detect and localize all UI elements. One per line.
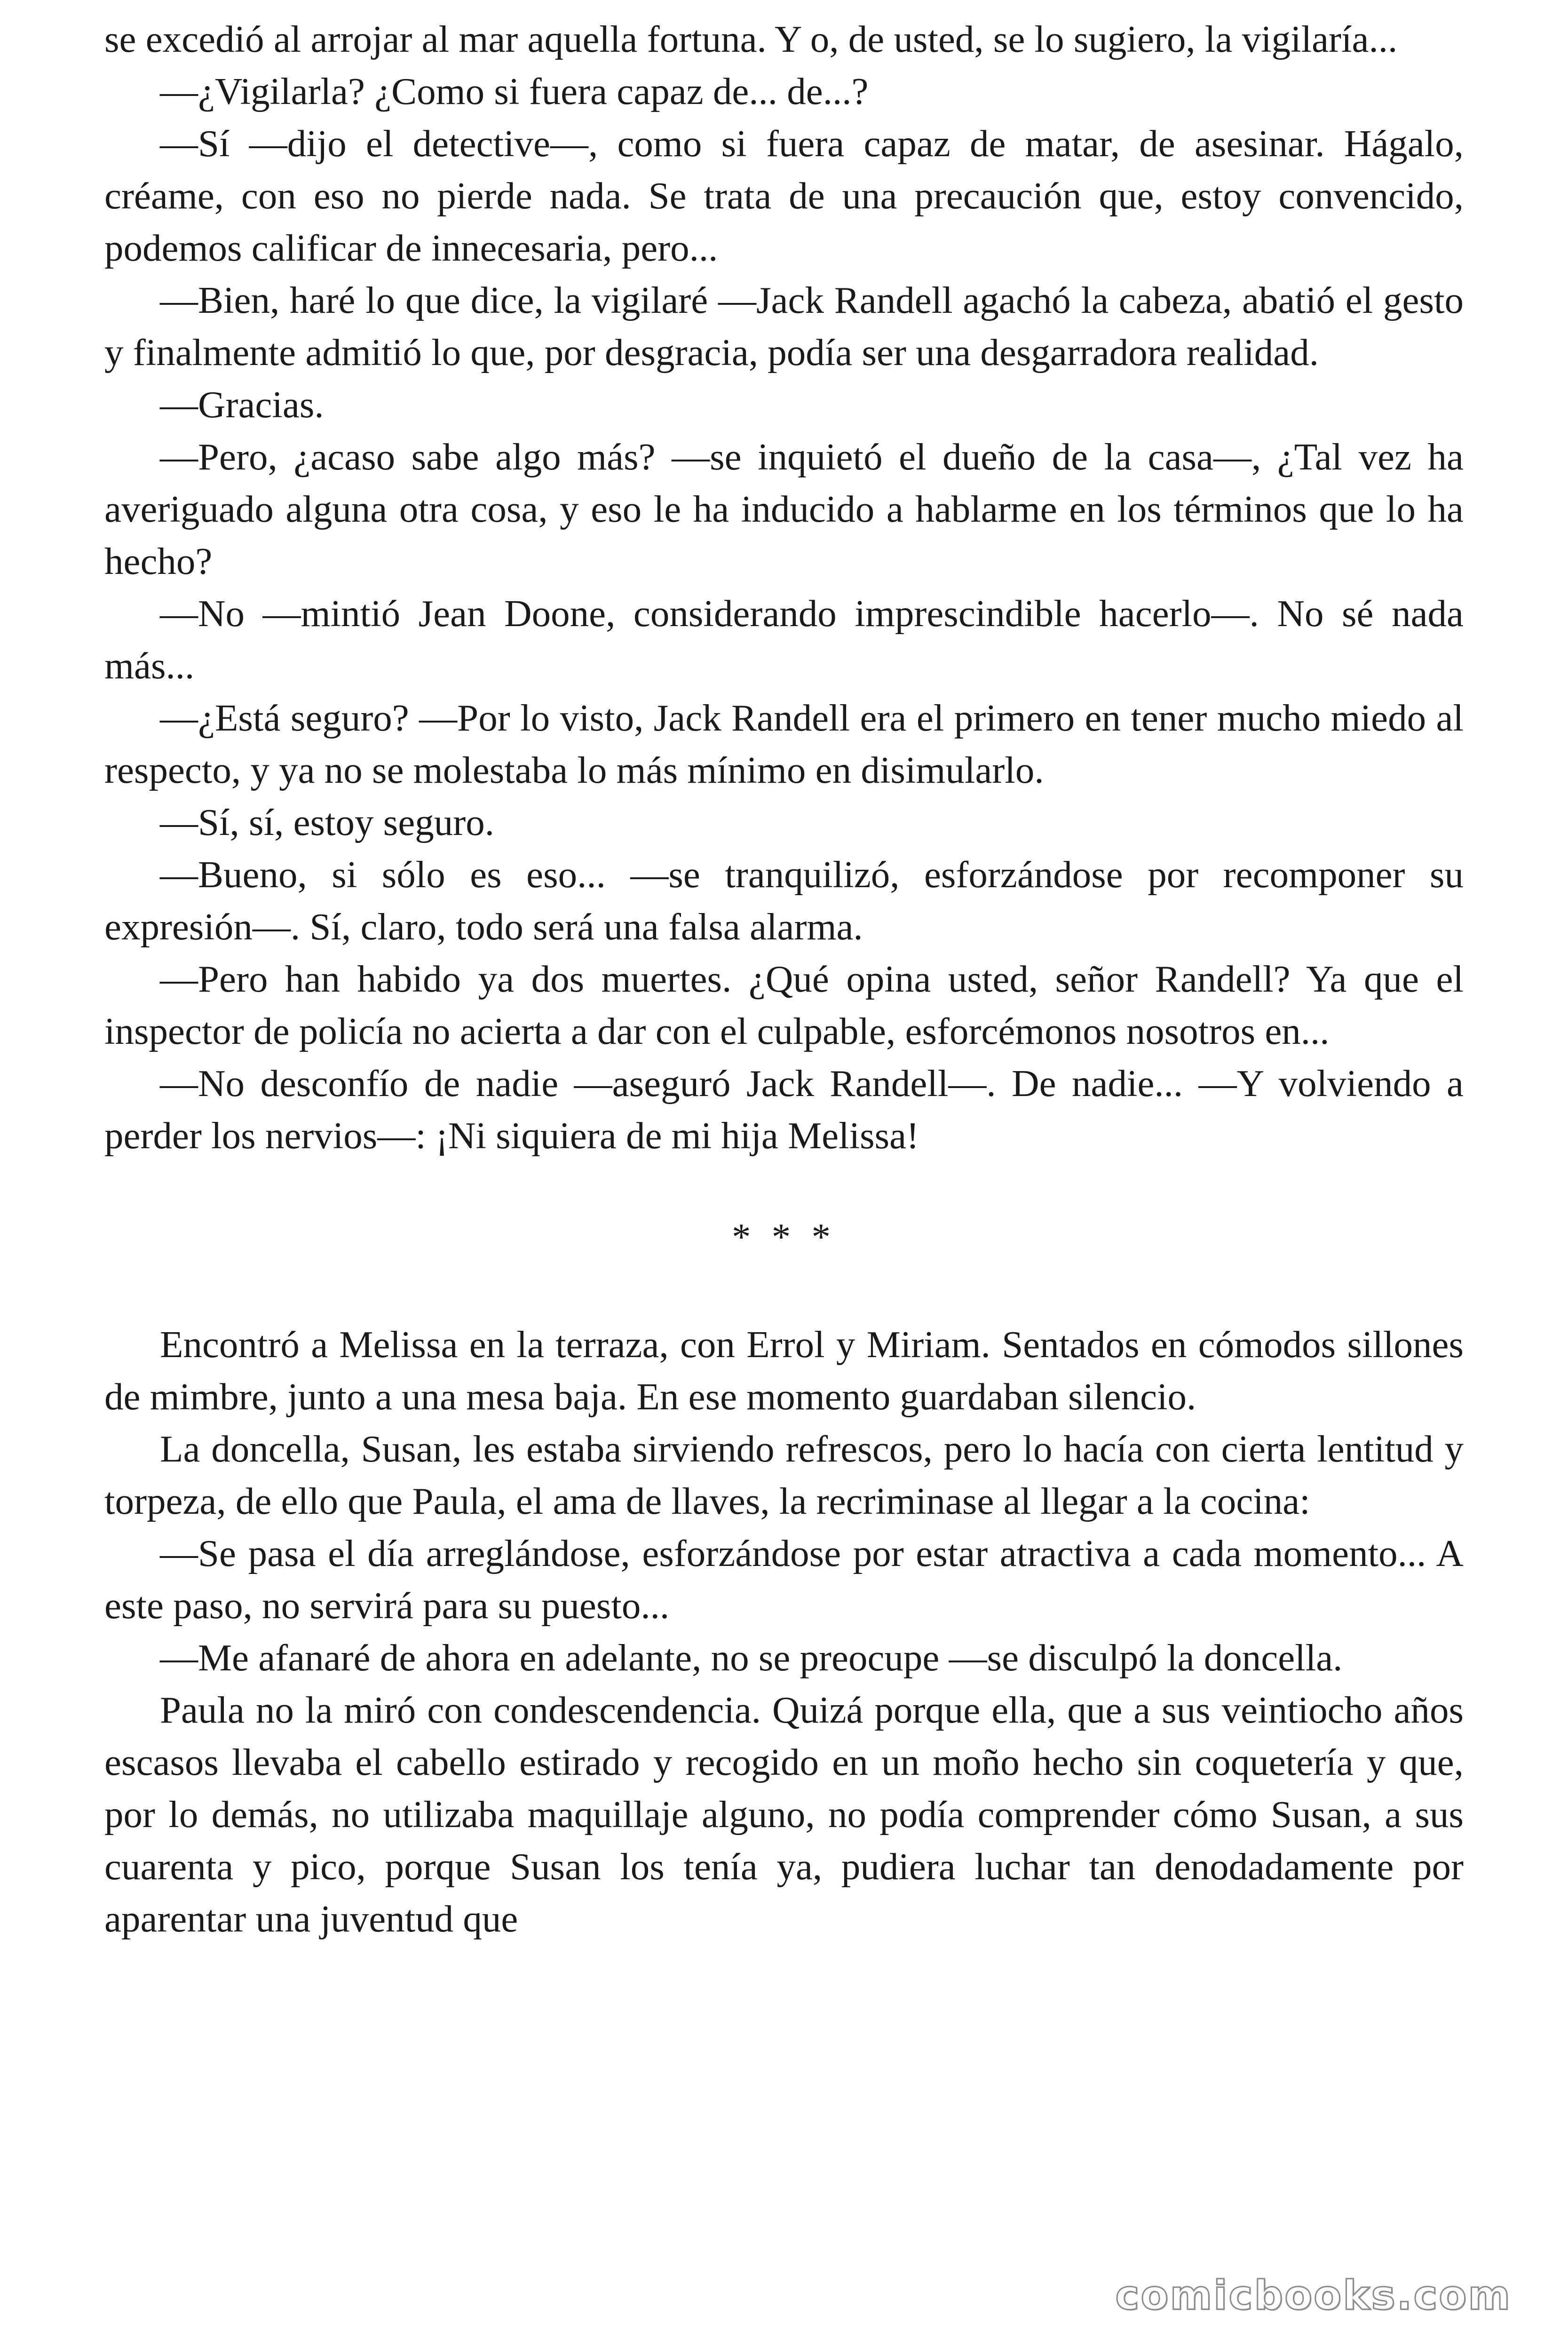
paragraph: —¿Vigilarla? ¿Como si fuera capaz de... de...? xyxy=(160,70,869,112)
watermark-text: comicbooks.com xyxy=(1115,2272,1512,2319)
paragraph: —No desconfío de nadie —aseguró Jack Randell—. De nadie... —Y volviendo a perder los nervios—: ¡Ni siquiera de mi hija Melissa! xyxy=(104,1062,1464,1157)
paragraph: La doncella, Susan, les estaba sirviendo refrescos, pero lo hacía con cierta lentitud y torpeza, de ello que Paula, el ama de llaves, la recriminase al llegar a la cocina: xyxy=(104,1428,1464,1522)
paragraph: —¿Está seguro? —Por lo visto, Jack Randell era el primero en tener mucho miedo al respecto, y ya no se molestaba lo más mínimo en disimularlo. xyxy=(104,697,1464,791)
paragraph: —Bueno, si sólo es eso... —se tranquilizó, esforzándose por recomponer su expresión—. Sí, claro, todo será una falsa alarma. xyxy=(104,853,1464,948)
paragraph: —Sí, sí, estoy seguro. xyxy=(160,801,495,843)
page-text xyxy=(104,13,1464,1945)
paragraph-continuation: se excedió al arrojar al mar aquella fortuna. Y o, de usted, se lo sugiero, la vigilaría... xyxy=(104,18,1398,60)
section-separator: * * * xyxy=(732,1216,836,1258)
paragraph: —Gracias. xyxy=(160,383,324,426)
paragraph: —Pero, ¿acaso sabe algo más? —se inquietó el dueño de la casa—, ¿Tal vez ha averiguado alguna otra cosa, y eso le ha inducido a hablarme en los términos que lo ha hecho? xyxy=(104,436,1464,582)
paragraph: —Sí —dijo el detective—, como si fuera capaz de matar, de asesinar. Hágalo, créame, con eso no pierde nada. Se trata de una precaución que, estoy convencido, podemos calificar de innecesaria, pero... xyxy=(104,122,1464,269)
paragraph: Paula no la miró con condescendencia. Quizá porque ella, que a sus veintiocho años escasos llevaba el cabello estirado y recogido en un moño hecho sin coquetería y que, por lo demás, no utilizaba maquillaje alguno, no podía comprender cómo Susan, a sus cuarenta y pico, porque Susan los tenía ya, pudiera luchar tan denodadamente por aparentar una juventud que xyxy=(104,1689,1464,1940)
paragraph: —Bien, haré lo que dice, la vigilaré —Jack Randell agachó la cabeza, abatió el gesto y finalmente admitió lo que, por desgracia, podía ser una desgarradora realidad. xyxy=(104,279,1464,373)
paragraph: —Se pasa el día arreglándose, esforzándose por estar atractiva a cada momento... A este paso, no servirá para su puesto... xyxy=(104,1532,1464,1627)
paragraph: Encontró a Melissa en la terraza, con Errol y Miriam. Sentados en cómodos sillones de mimbre, junto a una mesa baja. En ese momento guardaban silencio. xyxy=(104,1323,1464,1418)
paragraph: —Pero han habido ya dos muertes. ¿Qué opina usted, señor Randell? Ya que el inspector de policía no acierta a dar con el culpable, esforcémonos nosotros en... xyxy=(104,958,1464,1052)
paragraph: —No —mintió Jean Doone, considerando imprescindible hacerlo—. No sé nada más... xyxy=(104,592,1464,687)
paragraph: —Me afanaré de ahora en adelante, no se preocupe —se disculpó la doncella. xyxy=(160,1637,1343,1679)
